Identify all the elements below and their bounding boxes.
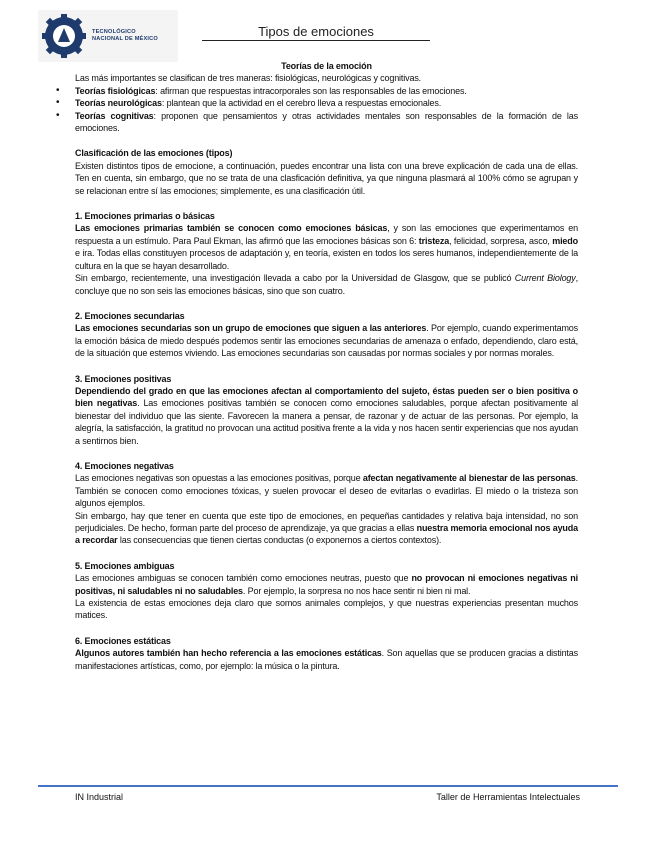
section-static-emotions bbox=[75, 635, 578, 672]
section-heading: 1. Emociones primarias o básicas bbox=[75, 211, 215, 222]
section-heading: 5. Emociones ambiguas bbox=[75, 560, 175, 571]
bold-phrase: Las emociones secundarias son un grupo de emociones que siguen a las anteriores bbox=[75, 323, 427, 334]
intro-lead: Las más importantes se clasifican de tres maneras: fisiológicas, neurológicas y cognitivas. bbox=[75, 73, 422, 84]
text-run: . También se conocen como emociones tóxicas, y suelen provocar el deseo de evitarlas o evadirlas. El miedo o la tristeza son algunos ejemplos. bbox=[75, 473, 579, 509]
bold-phrase: afectan negativamente al bienestar de las personas bbox=[362, 473, 576, 484]
text-run: . Por ejemplo, la sorpresa no nos hace sentir ni bien ni mal. bbox=[242, 585, 471, 596]
gear-emblem-icon bbox=[42, 14, 86, 58]
section-heading: 3. Emociones positivas bbox=[75, 373, 172, 384]
section-ambiguous-emotions bbox=[75, 560, 578, 622]
term: Teorías fisiológicas bbox=[75, 85, 156, 96]
section-negative-emotions bbox=[75, 460, 578, 547]
bold-phrase: miedo bbox=[552, 235, 578, 246]
text-run: , y son las emociones que experimentamos en respuesta a un estímulo. Para Paul Ekman, las afirmó que las emociones básicas son 6: bbox=[75, 223, 578, 246]
text-run: , concluye que no son seis las emociones básicas, sino que son cuatro. bbox=[75, 273, 579, 296]
section-heading: 6. Emociones estáticas bbox=[75, 635, 171, 646]
document-body bbox=[75, 60, 578, 672]
text-run: . Son aquellas que se producen gracias a distintas manifestaciones artísticas, como, por ejemplo: la música o la pintura. bbox=[75, 648, 578, 671]
section-heading: 2. Emociones secundarias bbox=[75, 310, 185, 321]
definition: : proponen que pensamientos y otras actividades mentales son responsables de la formación de las emociones. bbox=[75, 110, 578, 134]
logo-line-1: TECNOLÓGICO bbox=[92, 29, 136, 35]
bold-phrase: Dependiendo del grado en que las emociones afectan al comportamiento del sujeto, éstas pueden ser o bien positiva o bien negativas bbox=[75, 385, 578, 409]
bold-phrase: Algunos autores también han hecho referencia a las emociones estáticas bbox=[75, 648, 382, 659]
bold-phrase: no provocan ni emociones negativas ni positivas, ni saludables ni no saludables bbox=[75, 573, 578, 596]
section-paragraph bbox=[75, 510, 578, 547]
section-primary-emotions bbox=[75, 210, 578, 297]
term: Teorías cognitivas bbox=[75, 110, 154, 121]
section-paragraph bbox=[75, 647, 578, 672]
section-secondary-emotions bbox=[75, 310, 578, 360]
text-run: Las emociones ambiguas se conocen también como emociones neutras, puesto que bbox=[75, 573, 412, 584]
list-item bbox=[75, 85, 578, 97]
section-heading: 4. Emociones negativas bbox=[75, 460, 174, 471]
bold-phrase: tristeza bbox=[418, 235, 450, 246]
text-run: . Por ejemplo, cuando experimentamos la emoción básica de miedo después podemos sentir las emociones secundarias de amenaza o enfado, dependiendo, claro está, de la situación que estemos viviendo. Las emociones secundarias son causadas por normas sociales y por normas morales. bbox=[75, 323, 578, 359]
definition: : afirman que respuestas intracorporales son las responsables de las emociones. bbox=[155, 85, 467, 96]
document-title: Tipos de emociones bbox=[202, 24, 430, 41]
classification-section bbox=[75, 147, 578, 197]
bold-phrase: Las emociones primarias también se conocen como emociones básicas bbox=[75, 223, 388, 234]
list-item bbox=[75, 97, 578, 109]
tecnm-logo bbox=[38, 10, 178, 62]
section-paragraph bbox=[75, 222, 578, 272]
text-run: , felicidad, sorpresa, asco, bbox=[449, 235, 553, 246]
text-run: Sin embargo, hay que tener en cuenta que este tipo de emociones, en pequeñas cantidades y relativa baja intensidad, no son perjudiciales. De hecho, forman parte del proceso de aprendizaje, ya que gracias a ellas bbox=[75, 510, 578, 533]
text-run: . Las emociones positivas también se conocen como emociones saludables, porque afectan positivamente al bienestar del individuo que las siente. Favorecen la manera a pensar, de razonar y de actuar de las personas. Por ejemplo, la alegría, la satisfacción, la gratitud no provocan una actitud positiva frente a la vida y nos hacen sentir experiencias que nos ayudan a sentirnos bien. bbox=[75, 398, 578, 446]
logo-wordmark bbox=[92, 29, 158, 43]
section-positive-emotions bbox=[75, 373, 578, 447]
section-paragraph bbox=[75, 322, 578, 359]
footer-left: IN Industrial bbox=[75, 792, 124, 802]
section-paragraph bbox=[75, 572, 578, 597]
footer-right: Taller de Herramientas Intelectuales bbox=[436, 792, 580, 802]
intro-title: Teorías de la emoción bbox=[281, 61, 372, 71]
section-text: Existen distintos tipos de emocione, a continuación, puedes encontrar una lista con una breve explicación de cada una de ellas. Ten en cuenta, sin embargo, que no se trata de una clasficación definitiva, ya que ninguna plasmará al 100% cómo se agrupan y se relacionan entre sí las emociones; simplemente, es una clasificación útil. bbox=[75, 160, 578, 196]
theories-list bbox=[75, 85, 578, 135]
definition: : plantean que la actividad en el cerebro lleva a respuestas emocionales. bbox=[161, 98, 442, 109]
section-paragraph bbox=[75, 385, 578, 447]
text-run: Las emociones negativas son opuestas a las emociones positivas, porque bbox=[75, 473, 363, 484]
list-item bbox=[75, 110, 578, 135]
italic-phrase: Current Biology bbox=[514, 273, 576, 284]
bold-phrase: nuestra memoria emocional nos ayuda a recordar bbox=[75, 523, 578, 546]
text-run: las consecuencias que tienen ciertas conductas (o exponernos a ciertos contextos). bbox=[117, 535, 442, 546]
text-run: e ira. Todas ellas constituyen procesos de adaptación y, en teoría, existen en todos los seres humanos, independientemente de la cultura en la que se hayan desarrollado. bbox=[75, 248, 578, 271]
logo-line-2: NACIONAL DE MÉXICO bbox=[92, 36, 158, 42]
section-paragraph: La existencia de estas emociones deja claro que somos animales complejos, y que nuestras experiencias presentan muchos matices. bbox=[75, 598, 578, 621]
section-paragraph bbox=[75, 472, 578, 509]
section-heading: Clasificación de las emociones (tipos) bbox=[75, 148, 233, 159]
term: Teorías neurológicas bbox=[75, 98, 162, 109]
text-run: Sin embargo, recientemente, una investigación llevada a cabo por la Universidad de Glasgow, que se publicó bbox=[75, 273, 515, 284]
section-paragraph bbox=[75, 272, 578, 297]
footer-rule bbox=[38, 785, 618, 787]
